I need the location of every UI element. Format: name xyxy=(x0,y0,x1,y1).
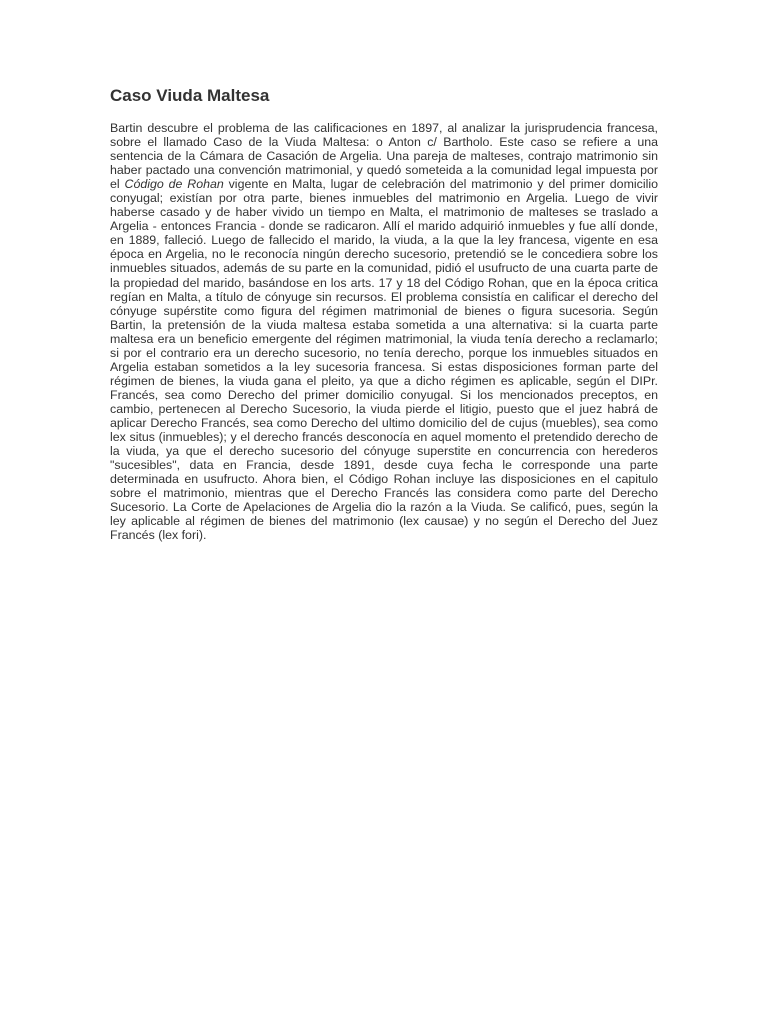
document-content xyxy=(110,86,658,542)
body-italic-code-name: Código de Rohan xyxy=(124,177,224,192)
document-title: Caso Viuda Maltesa xyxy=(110,86,270,105)
body-text-part-2: vigente en Malta, lugar de celebración del matrimonio y del primer domicilio conyugal; existían por otra parte, bienes inmuebles del matrimonio en Argelia. Luego de vivir haberse casado y de haber vivido un tiempo en Malta, el matrimonio de malteses se traslado a Argelia - entonces Francia - donde se radicaron. Allí el marido adquirió inmuebles y fue allí donde, en 1889, falleció. Luego de fallecido el marido, la viuda, a la que la ley francesa, vigente en esa época en Argelia, no le reconocía ningún derecho sucesorio, pretendió se le concediera sobre los inmuebles situados, además de su parte en la comunidad, pidió el usufructo de una cuarta parte de la propiedad del marido, basándose en los arts. 17 y 18 del Código Rohan, que en la época critica regían en Malta, a título de cónyuge sin recursos. El problema consistía en calificar el derecho del cónyuge supérstite como figura del régimen matrimonial de bienes o figura sucesoria. Según Bartin, la pretensión de la viuda maltesa estaba sometida a una alternativa: si la cuarta parte maltesa era un beneficio emergente del régimen matrimonial, la viuda tenía derecho a reclamarlo; si por el contrario era un derecho sucesorio, no tenía derecho, porque los inmuebles situados en Argelia estaban sometidos a la ley sucesoria francesa. Si estas disposiciones forman parte del régimen de bienes, la viuda gana el pleito, ya que a dicho régimen es aplicable, según el DIPr. Francés, sea como Derecho del primer domicilio conyugal. Si los mencionados preceptos, en cambio, pertenecen al Derecho Sucesorio, la viuda pierde el litigio, puesto que el juez habrá de aplicar Derecho Francés, sea como Derecho del ultimo domicilio del de cujus (muebles), sea como lex situs (inmuebles); y el derecho francés desconocía en aquel momento el pretendido derecho de la viuda, ya que el derecho sucesorio del cónyuge superstite en concurrencia con herederos "sucesibles", data en Francia, desde 1891, desde cuya fecha le corresponde una parte determinada en usufructo. Ahora bien, el Código Rohan incluye las disposiciones en el capitulo sobre el matrimonio, mientras que el Derecho Francés las considera como parte del Derecho Sucesorio. La Corte de Apelaciones de Argelia dio la razón a la Viuda. Se calificó, pues, según la ley aplicable al régimen de bienes del matrimonio (lex causae) y no según el Derecho del Juez Francés (lex fori). xyxy=(110,177,658,543)
body-text-part-1: Bartin descubre el problema de las calificaciones en 1897, al analizar la jurisprudencia francesa, sobre el llamado Caso de la Viuda Maltesa: o Anton c/ Bartholo. Este caso se refiere a una sentencia de la Cámara de Casación de Argelia. Una pareja de malteses, contrajo matrimonio sin haber pactado una convención matrimonial, y quedó someteida a la comunidad legal impuesta por el xyxy=(110,121,658,192)
document-body-paragraph xyxy=(110,121,658,542)
